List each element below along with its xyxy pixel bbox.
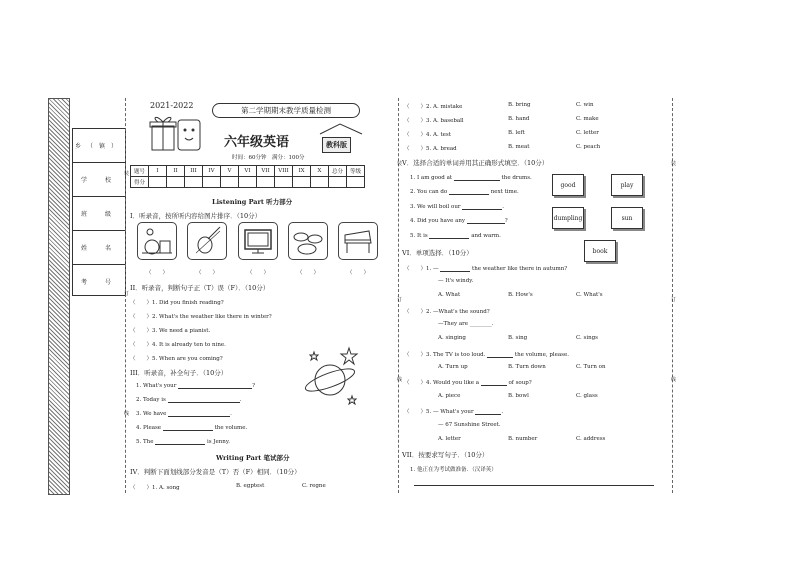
score-cell[interactable] <box>221 177 239 188</box>
score-cell[interactable] <box>257 177 275 188</box>
sentence-text: 3. We have <box>136 411 169 417</box>
pronunciation-item-1[interactable]: （ ）1. A. song <box>130 485 180 491</box>
pronunciation-option: C. letter <box>576 130 599 136</box>
info-label: 学 校 <box>80 177 117 184</box>
side-mark: 线 <box>397 377 403 383</box>
sentence-text: 4. Did you have any <box>410 218 467 224</box>
sentence-text: ? <box>252 383 256 389</box>
answer-blank[interactable] <box>168 402 240 403</box>
score-cell[interactable] <box>149 177 167 188</box>
pronunciation-option: B. hand <box>508 116 530 122</box>
score-cell[interactable] <box>185 177 203 188</box>
question-text: of soup? <box>506 380 532 386</box>
info-school-field[interactable] <box>73 163 125 197</box>
score-col: X <box>311 166 329 177</box>
planet-stars-illustration <box>304 342 366 410</box>
choice-option[interactable]: C. Turn on <box>576 364 606 370</box>
score-col: 题号 <box>131 166 149 177</box>
choice-option[interactable]: C. glass <box>576 393 598 399</box>
answer-blank[interactable] <box>467 223 505 224</box>
score-col: VIII <box>275 166 293 177</box>
score-col: IV <box>203 166 221 177</box>
gift-box-illustration <box>148 112 208 157</box>
pronunciation-option: B. egptest <box>236 483 265 489</box>
info-label: 姓 名 <box>80 245 117 252</box>
pronunciation-option: B. bring <box>508 102 531 108</box>
info-label: 考 号 <box>80 279 117 286</box>
word-box-good: good <box>552 174 584 196</box>
section-4-heading: IV．判断下面划线部分发音是（T）否（F）相同．（10分） <box>130 468 301 476</box>
score-col: V <box>221 166 239 177</box>
info-class-field[interactable] <box>73 197 125 231</box>
picture-food-bowls <box>288 222 328 260</box>
side-mark: 装 <box>397 161 403 167</box>
pronunciation-option: B. left <box>508 130 525 136</box>
score-cell[interactable] <box>239 177 257 188</box>
answer-blank[interactable] <box>168 416 230 417</box>
answer-blank[interactable] <box>163 430 213 431</box>
translation-prompt: 1. 他正在为考试做准备．（汉译英） <box>410 467 497 473</box>
fill-sentence-4 <box>136 425 247 431</box>
info-name-field[interactable] <box>73 231 125 265</box>
side-mark: 订 <box>124 291 130 297</box>
sign-post-icon <box>316 122 366 136</box>
picture-order-paren[interactable]: （ ） <box>146 270 169 276</box>
score-col: 总分 <box>329 166 347 177</box>
answer-blank[interactable] <box>462 209 502 210</box>
section-6-heading: VI．单项选择．（10分） <box>402 249 473 257</box>
section-1-heading: I．听录音，按所听内容给图片排序．（10分） <box>130 212 262 220</box>
answer-line[interactable] <box>414 485 654 486</box>
sentence-text: 1. What's your <box>136 383 179 389</box>
section-2-heading: II．听录音，判断句子正（T）误（F）．（10分） <box>130 284 270 292</box>
answer-blank[interactable] <box>440 271 470 272</box>
score-col: I <box>149 166 167 177</box>
question-text: （ ）4. Would you like a <box>404 380 481 386</box>
sentence-text: next time. <box>488 189 519 195</box>
word-box-sun: sun <box>611 207 643 229</box>
sentence-text: 2. Today is <box>136 397 168 403</box>
edition-badge: 教科版 <box>322 137 351 153</box>
choice-question-1 <box>404 264 567 272</box>
picture-order-paren[interactable]: （ ） <box>196 270 219 276</box>
score-cell[interactable] <box>347 177 365 188</box>
score-cell[interactable] <box>311 177 329 188</box>
sentence-text: 4. Please <box>136 425 163 431</box>
word-box-book: book <box>584 240 616 262</box>
listening-part-title: Listening Part 听力部分 <box>212 198 293 206</box>
question-text: （ ）3. The TV is too loud. <box>404 352 488 358</box>
pronunciation-item[interactable]: （ ）3. A. baseball <box>404 118 464 124</box>
side-mark: 装 <box>671 161 677 167</box>
choice-option[interactable]: C. What's <box>576 292 603 298</box>
picture-piano <box>338 222 378 260</box>
info-town-field[interactable] <box>73 129 125 163</box>
answer-blank[interactable] <box>454 180 500 181</box>
subject-title: 六年级英语 <box>224 135 290 150</box>
info-label: 班 级 <box>80 211 117 218</box>
sentence-text: 3. We will boil our <box>410 204 463 210</box>
pronunciation-option: C. peach <box>576 144 601 150</box>
choice-option[interactable]: B. Turn down <box>508 364 546 370</box>
info-number-field[interactable] <box>73 265 125 298</box>
word-fill-1 <box>410 175 532 181</box>
question-sub-line: — 67 Sunshine Street. <box>438 422 501 428</box>
choice-option[interactable]: B. number <box>508 436 538 442</box>
picture-order-paren[interactable]: （ ） <box>347 270 370 276</box>
fill-sentence-2 <box>136 397 241 403</box>
score-col: VI <box>239 166 257 177</box>
score-cell[interactable] <box>167 177 185 188</box>
binding-strip <box>48 98 70 495</box>
choice-question-4 <box>404 378 532 386</box>
question-text: the weather like there in autumn? <box>470 266 568 272</box>
answer-blank[interactable] <box>449 194 489 195</box>
score-cell[interactable] <box>329 177 347 188</box>
side-mark: 线 <box>124 411 130 417</box>
choice-option[interactable]: C. sings <box>576 335 598 341</box>
choice-option[interactable]: B. sing <box>508 335 528 341</box>
choice-option[interactable]: B. bowl <box>508 393 529 399</box>
true-false-item[interactable]: （ ）4. It is already ten to nine. <box>130 342 226 348</box>
score-cell[interactable] <box>275 177 293 188</box>
side-mark: 装 <box>124 171 130 177</box>
info-label: 乡（镇） <box>74 143 123 150</box>
answer-blank[interactable] <box>429 238 469 239</box>
section-7-heading: VII．按要求写句子．（10分） <box>402 451 489 459</box>
answer-blank[interactable] <box>178 388 252 389</box>
question-sub-line: — It's windy. <box>438 278 474 284</box>
student-info-box <box>72 128 126 296</box>
section-5-heading: V．选择合适的单词并用其正确形式填空．（10分） <box>402 159 549 167</box>
score-entry-row <box>131 177 365 188</box>
word-box-dumpling: dumpling <box>552 207 584 229</box>
word-fill-2 <box>410 189 519 195</box>
sentence-text: ? <box>504 218 508 224</box>
choice-question-5 <box>404 407 503 415</box>
sentence-text: 2. You can do <box>410 189 449 195</box>
side-mark: 线 <box>671 377 677 383</box>
answer-blank[interactable] <box>487 357 513 358</box>
fill-sentence-1 <box>136 383 255 389</box>
sentence-text: is Jenny. <box>205 439 230 445</box>
exam-year: 2021-2022 <box>150 101 194 110</box>
question-text: （ ）1. — <box>404 266 441 272</box>
score-col: 等级 <box>347 166 365 177</box>
choice-option[interactable]: B. How's <box>508 292 533 298</box>
choice-option[interactable]: A. Turn up <box>438 364 468 370</box>
exam-time: 时间：60分钟 <box>232 155 267 161</box>
section-3-heading: III．听录音，补全句子．（10分） <box>130 369 228 377</box>
choice-option[interactable]: A. letter <box>438 436 461 442</box>
choice-option[interactable]: A. piece <box>438 393 461 399</box>
score-col: IX <box>293 166 311 177</box>
question-sub-line: —They are ________. <box>438 321 494 327</box>
pronunciation-item[interactable]: （ ）5. A. bread <box>404 146 457 152</box>
question-text: （ ）5. — What's your <box>404 409 476 415</box>
exam-title: 第二学期期末教学质量检测 <box>212 103 360 118</box>
score-cell[interactable] <box>203 177 221 188</box>
picture-television <box>238 222 278 260</box>
choice-option[interactable]: C. address <box>576 436 606 442</box>
sentence-text: . <box>230 411 232 417</box>
score-table <box>130 165 365 188</box>
answer-blank[interactable] <box>475 414 501 415</box>
sentence-text: . <box>239 397 242 403</box>
true-false-item[interactable]: （ ）1. Did you finish reading? <box>130 300 224 306</box>
picture-order-paren[interactable]: （ ） <box>297 270 320 276</box>
pronunciation-item[interactable]: （ ）4. A. test <box>404 132 451 138</box>
true-false-item[interactable]: （ ）3. We need a pianist. <box>130 328 211 334</box>
answer-blank[interactable] <box>155 444 205 445</box>
sentence-text: . <box>502 204 505 210</box>
answer-blank[interactable] <box>481 385 507 386</box>
sentence-text: 5. It is <box>410 233 430 239</box>
question-text: . <box>501 409 504 415</box>
full-score: 满分：100分 <box>272 155 305 161</box>
pronunciation-option: C. make <box>576 116 599 122</box>
picture-drummer <box>137 222 177 260</box>
fill-sentence-5 <box>136 439 230 445</box>
pronunciation-item[interactable]: （ ）2. A. mistake <box>404 104 463 110</box>
question-text: the volume, please. <box>513 352 569 358</box>
score-col: III <box>185 166 203 177</box>
sentence-text: the drums. <box>499 175 532 181</box>
sentence-text: the volume. <box>212 425 248 431</box>
picture-order-paren[interactable]: （ ） <box>247 270 270 276</box>
side-mark: 订 <box>671 297 677 303</box>
score-col: VII <box>257 166 275 177</box>
side-mark: 订 <box>397 297 403 303</box>
choice-option[interactable]: A. What <box>438 292 461 298</box>
choice-question-2: （ ）2. —What's the sound? <box>404 309 490 315</box>
choice-question-3 <box>404 350 569 358</box>
sentence-text: 1. I am good at <box>410 175 454 181</box>
word-fill-3 <box>410 204 504 210</box>
word-box-play: play <box>611 174 643 196</box>
sentence-text: and warm. <box>469 233 501 239</box>
word-fill-4 <box>410 218 508 224</box>
score-row-label: 得分 <box>131 177 149 188</box>
word-fill-5 <box>410 233 501 239</box>
pronunciation-option: C. regne <box>302 483 326 489</box>
sentence-text: 5. The <box>136 439 156 445</box>
true-false-item[interactable]: （ ）2. What's the weather like there in winter? <box>130 314 272 320</box>
writing-part-title: Writing Part 笔试部分 <box>216 454 290 462</box>
choice-option[interactable]: A. singing <box>438 335 466 341</box>
score-header-row <box>131 166 365 177</box>
pronunciation-option: B. meat <box>508 144 530 150</box>
pronunciation-option: C. win <box>576 102 594 108</box>
fill-sentence-3 <box>136 411 232 417</box>
score-cell[interactable] <box>293 177 311 188</box>
true-false-item[interactable]: （ ）5. When are you coming? <box>130 356 223 362</box>
picture-violin <box>187 222 227 260</box>
score-col: II <box>167 166 185 177</box>
